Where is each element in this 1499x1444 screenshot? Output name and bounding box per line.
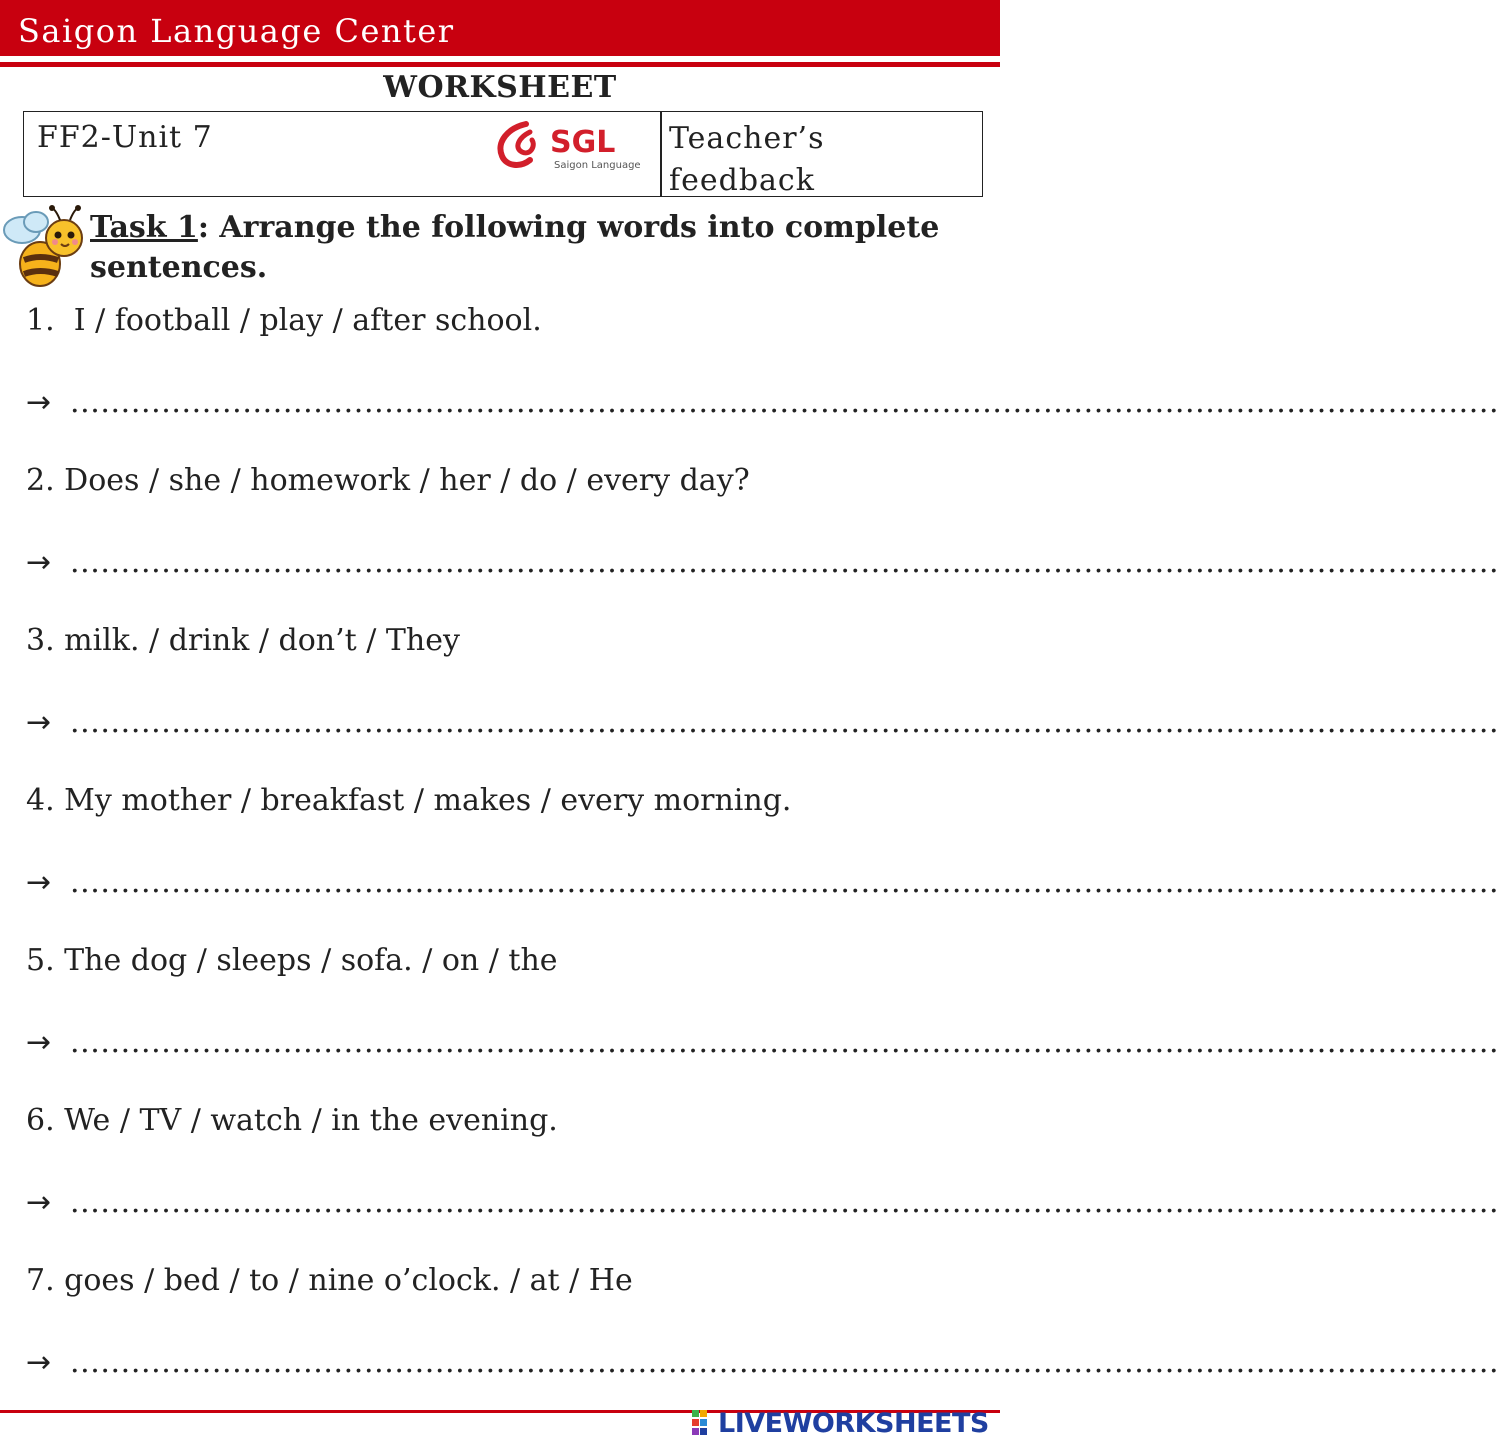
question-1: 1. I / football / play / after school. [26,303,542,338]
logo-text: SGL [550,125,616,160]
question-4: 4. My mother / breakfast / makes / every morning. [26,783,792,818]
answer-line-3[interactable] [26,705,1499,745]
header-banner [0,0,1000,56]
header-rule [0,62,1000,67]
task-number: Task 1 [90,210,198,245]
dotted-line: ............................................................................................................................................. [70,1345,1499,1380]
arrow-icon: → [26,865,52,900]
liveworksheets-logo [692,1406,992,1440]
table-divider [660,112,662,196]
answer-line-7[interactable] [26,1345,1499,1385]
feedback-label: Teacher’s feedback [669,121,825,198]
task-instruction [90,208,980,288]
question-7: 7. goes / bed / to / nine o’clock. / at / He [26,1263,633,1298]
worksheet-title: WORKSHEET [383,70,617,105]
answer-line-4[interactable] [26,865,1499,905]
arrow-icon: → [26,1185,52,1220]
question-3: 3. milk. / drink / don’t / They [26,623,460,658]
logo-subtext: Saigon Language [554,160,641,171]
unit-label: FF2-Unit 7 [37,120,213,155]
dotted-line: ............................................................................................................................................. [70,705,1499,740]
sgl-logo [492,116,652,176]
question-5: 5. The dog / sleeps / sofa. / on / the [26,943,558,978]
dotted-line: ............................................................................................................................................. [70,865,1499,900]
question-6: 6. We / TV / watch / in the evening. [26,1103,558,1138]
center-name: Saigon Language Center [18,12,455,50]
arrow-icon: → [26,1025,52,1060]
liveworksheets-wordmark: LIVEWORKSHEETS [718,1408,989,1439]
info-table [23,111,983,197]
dotted-line: ............................................................................................................................................. [70,385,1499,420]
liveworksheets-squares-icon [692,1410,716,1436]
arrow-icon: → [26,705,52,740]
arrow-icon: → [26,385,52,420]
dotted-line: ............................................................................................................................................. [70,545,1499,580]
arrow-icon: → [26,1345,52,1380]
bee-icon [0,202,90,292]
answer-line-2[interactable] [26,545,1499,585]
task-text: : Arrange the following words into complete sentences. [90,210,940,285]
dotted-line: ............................................................................................................................................. [70,1025,1499,1060]
answer-line-5[interactable] [26,1025,1499,1065]
question-2: 2. Does / she / homework / her / do / every day? [26,463,750,498]
dotted-line: ............................................................................................................................................. [70,1185,1499,1220]
answer-line-6[interactable] [26,1185,1499,1225]
arrow-icon: → [26,545,52,580]
answer-line-1[interactable] [26,385,1499,425]
